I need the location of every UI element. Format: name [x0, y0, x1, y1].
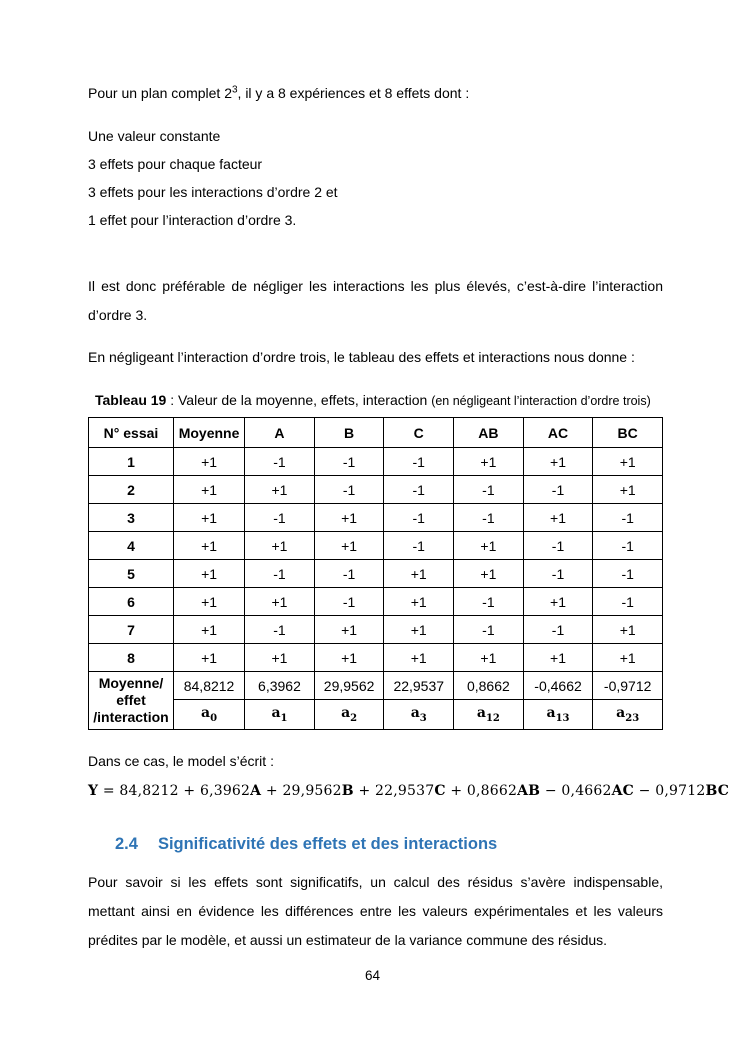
row-label: 1 [89, 448, 174, 476]
paragraph-table-intro: En négligeant l’interaction d’ordre trois, le tableau des effets et interactions nous donne : [88, 349, 635, 365]
coefficient-symbol: $a_1$ [245, 700, 315, 730]
table-cell: -1 [523, 616, 593, 644]
column-header: A [245, 418, 315, 448]
table-cell: -1 [454, 616, 524, 644]
effects-table-summary [89, 672, 663, 730]
model-equation [88, 783, 730, 799]
table-row [89, 504, 663, 532]
table-cell: +1 [454, 644, 524, 672]
table-cell: -1 [454, 588, 524, 616]
table-cell: +1 [454, 560, 524, 588]
effect-value: 6,3962 [245, 672, 315, 700]
effects-list [88, 122, 663, 234]
table-caption-label: Tableau 19 [95, 392, 167, 408]
effect-value: -0,9712 [593, 672, 663, 700]
coefficient-symbol: $a_{13}$ [523, 700, 593, 730]
table-cell: -1 [523, 560, 593, 588]
column-header: AB [454, 418, 524, 448]
effects-table [88, 417, 663, 730]
table-cell: -1 [593, 532, 663, 560]
table-cell: +1 [173, 560, 244, 588]
table-cell: +1 [245, 476, 315, 504]
effect-value: 0,8662 [454, 672, 524, 700]
summary-coeff-row [89, 700, 663, 730]
table-row [89, 448, 663, 476]
table-cell: -1 [454, 476, 524, 504]
effects-table-header-row [89, 418, 663, 448]
table-cell: -1 [454, 504, 524, 532]
column-header: C [384, 418, 454, 448]
table-cell: -1 [314, 476, 384, 504]
table-cell: +1 [523, 588, 593, 616]
list-item: 3 effets pour chaque facteur [88, 156, 263, 172]
table-row [89, 616, 663, 644]
paragraph-neglect: Il est donc préférable de négliger les interactions les plus élevés, c’est-à-dire l’interaction d’ordre 3. [88, 278, 663, 323]
table-cell: -1 [314, 560, 384, 588]
table-cell: -1 [384, 532, 454, 560]
coefficient-symbol: $a_{23}$ [593, 700, 663, 730]
body-paragraph: Pour savoir si les effets sont significatifs, un calcul des résidus s’avère indispensable, mettant ainsi en évidence les différences entre les valeurs expérimentales et les valeurs prédites par le modèle, et aussi un estimateur de la variance commune des résidus. [88, 874, 663, 948]
table-row [89, 644, 663, 672]
table-cell: -1 [245, 616, 315, 644]
table-cell: +1 [593, 448, 663, 476]
column-header: BC [593, 418, 663, 448]
table-row [89, 476, 663, 504]
table-cell: -1 [384, 504, 454, 532]
intro-paragraph [88, 83, 663, 103]
effect-value: 22,9537 [384, 672, 454, 700]
row-label: 6 [89, 588, 174, 616]
table-cell: +1 [384, 644, 454, 672]
table-cell: -1 [384, 448, 454, 476]
table-cell: +1 [384, 616, 454, 644]
row-label: 2 [89, 476, 174, 504]
coefficient-symbol: $a_3$ [384, 700, 454, 730]
equation-segment: Y [88, 783, 99, 799]
section-heading [88, 833, 663, 855]
column-header: AC [523, 418, 593, 448]
table-cell: +1 [593, 644, 663, 672]
table-caption-text: : Valeur de la moyenne, effets, interaction [166, 392, 432, 408]
equation-segment: B [341, 783, 354, 799]
equation-segment: + 0,8662 [445, 783, 518, 799]
coefficient-symbol: $a_0$ [173, 700, 244, 730]
intro-text-pre: Pour un plan complet 2 [88, 85, 232, 101]
table-cell: +1 [173, 448, 244, 476]
table-cell: +1 [173, 504, 244, 532]
table-cell: +1 [173, 588, 244, 616]
coefficient-symbol: $a_{12}$ [454, 700, 524, 730]
table-cell: +1 [173, 616, 244, 644]
table-cell: -1 [593, 504, 663, 532]
exponent: 3 [231, 84, 238, 96]
row-label: 7 [89, 616, 174, 644]
table-cell: -1 [314, 588, 384, 616]
list-item: 1 effet pour l’interaction d’ordre 3. [88, 212, 297, 228]
table-cell: +1 [245, 644, 315, 672]
summary-row-label: Moyenne/ effet /interaction [89, 672, 174, 730]
table-cell: -1 [593, 560, 663, 588]
equation-segment: AB [517, 783, 541, 799]
table-caption-note: (en négligeant l’interaction d’ordre trois) [431, 394, 651, 408]
effect-value: 29,9562 [314, 672, 384, 700]
table-row [89, 532, 663, 560]
coefficient-symbol: $a_2$ [314, 700, 384, 730]
equation-segment: = 84,8212 + 6,3962 [98, 783, 251, 799]
table-cell: -1 [245, 504, 315, 532]
row-label: 5 [89, 560, 174, 588]
table-cell: -1 [523, 532, 593, 560]
table-caption [88, 391, 663, 410]
list-item: 3 effets pour les interactions d’ordre 2 et [88, 184, 338, 200]
table-cell: +1 [593, 476, 663, 504]
table-cell: +1 [245, 532, 315, 560]
intro-text-post: , il y a 8 expériences et 8 effets dont : [237, 85, 470, 101]
row-label: 3 [89, 504, 174, 532]
table-cell: +1 [523, 644, 593, 672]
table-row [89, 560, 663, 588]
table-cell: +1 [245, 588, 315, 616]
column-header: Moyenne [173, 418, 244, 448]
effects-table-body [89, 448, 663, 672]
table-cell: +1 [523, 448, 593, 476]
table-cell: -1 [384, 476, 454, 504]
column-header: N° essai [89, 418, 174, 448]
model-intro: Dans ce cas, le model s’écrit : [88, 753, 274, 769]
table-cell: +1 [173, 532, 244, 560]
summary-values-row [89, 672, 663, 700]
table-cell: +1 [314, 532, 384, 560]
section-title: Significativité des effets et des interactions [157, 835, 498, 853]
table-cell: -1 [523, 476, 593, 504]
equation-segment: C [434, 783, 446, 799]
table-cell: +1 [314, 616, 384, 644]
equation-segment: − 0,4662 [540, 783, 612, 799]
row-label: 4 [89, 532, 174, 560]
table-cell: +1 [523, 504, 593, 532]
table-cell: +1 [384, 560, 454, 588]
table-cell: +1 [454, 532, 524, 560]
table-cell: +1 [384, 588, 454, 616]
list-item: Une valeur constante [88, 128, 221, 144]
equation-segment: A [250, 783, 262, 799]
table-cell: +1 [593, 616, 663, 644]
row-label: 8 [89, 644, 174, 672]
section-number: 2.4 [115, 835, 138, 853]
equation-segment: + 22,9537 [353, 783, 435, 799]
table-cell: -1 [245, 448, 315, 476]
column-header: B [314, 418, 384, 448]
equation-segment: BC [705, 783, 730, 799]
table-cell: +1 [173, 476, 244, 504]
equation-segment: − 0,9712 [634, 783, 706, 799]
table-cell: +1 [314, 504, 384, 532]
table-cell: -1 [314, 448, 384, 476]
effect-value: -0,4662 [523, 672, 593, 700]
equation-segment: AC [611, 783, 635, 799]
table-cell: -1 [593, 588, 663, 616]
table-cell: +1 [173, 644, 244, 672]
equation-segment: + 29,9562 [261, 783, 342, 799]
table-cell: +1 [454, 448, 524, 476]
table-cell: -1 [245, 560, 315, 588]
table-cell: +1 [314, 644, 384, 672]
table-row [89, 588, 663, 616]
effect-value: 84,8212 [173, 672, 244, 700]
page-number: 64 [364, 968, 381, 983]
